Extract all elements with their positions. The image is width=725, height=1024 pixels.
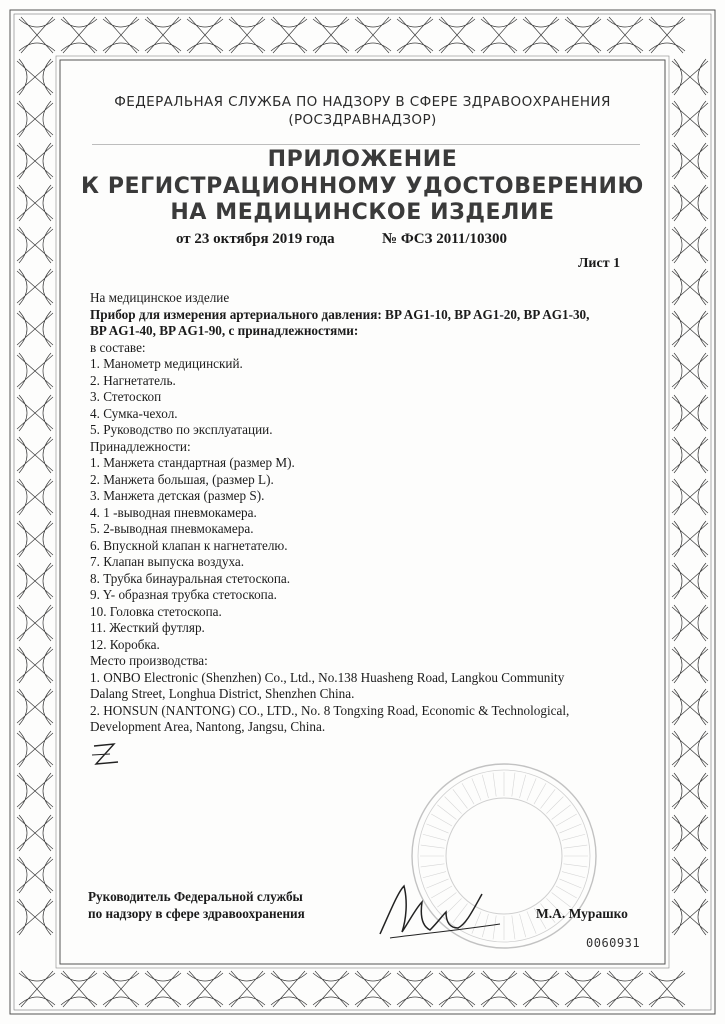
list-item: 1. Манометр медицинский.: [90, 356, 243, 371]
seal-ray: [559, 824, 581, 833]
frame-motif: [607, 17, 643, 53]
seal-ray: [520, 914, 526, 937]
frame-motif: [17, 311, 53, 347]
agency-name: ФЕДЕРАЛЬНАЯ СЛУЖБА ПО НАДЗОРУ В СФЕРЕ ЗДРАВООХРАНЕНИЯ: [114, 94, 611, 110]
frame-motif: [672, 731, 708, 767]
seal-ray: [552, 893, 571, 908]
frame-motif: [19, 971, 55, 1007]
frame-motif: [672, 437, 708, 473]
frame-motif: [17, 857, 53, 893]
frame-motif: [313, 971, 349, 1007]
frame-motif: [17, 899, 53, 935]
device-intro: На медицинское изделие: [90, 290, 230, 305]
frame-motif: [187, 17, 223, 53]
seal-ray: [437, 805, 456, 820]
frame-motif: [355, 971, 391, 1007]
frame-motif: [17, 395, 53, 431]
list-item: 3. Манжета детская (размер S).: [90, 488, 265, 503]
manufacturer-1-line2: Dalang Street, Longhua District, Shenzhen China.: [90, 686, 355, 701]
frame-motif: [17, 521, 53, 557]
seal-ray: [534, 783, 546, 804]
list-item: 4. 1 -выводная пневмокамера.: [90, 504, 257, 520]
document-body: [90, 290, 655, 736]
seal-ray: [482, 775, 488, 798]
seal-ray: [541, 789, 556, 808]
frame-motif: [672, 605, 708, 641]
list-item: 5. 2-выводная пневмокамера.: [90, 521, 254, 536]
frame-motif: [523, 971, 559, 1007]
list-item: 10. Головка стетоскопа.: [90, 603, 222, 619]
frame-motif: [17, 647, 53, 683]
seal-ray: [562, 872, 585, 878]
frame-motif: [439, 971, 475, 1007]
registration-date: от 23 октября 2019 года: [176, 231, 335, 247]
seal-ray: [426, 824, 448, 833]
frame-motif: [103, 971, 139, 1007]
frame-motif: [565, 971, 601, 1007]
signer-name: М.А. Мурашко: [536, 906, 628, 921]
list-item: 7. Клапан выпуска воздуха.: [90, 554, 245, 569]
seal-ray: [559, 879, 581, 888]
list-item: 6. Впускной клапан к нагнетателю.: [90, 537, 288, 553]
signer-title-line1: Руководитель Федеральной службы: [88, 889, 303, 904]
frame-motif: [672, 479, 708, 515]
seal-ray: [556, 814, 577, 826]
frame-motif: [17, 815, 53, 851]
seal-ray: [445, 797, 462, 814]
frame-motif: [481, 17, 517, 53]
seal-ray: [472, 778, 481, 800]
signer-title: [88, 888, 305, 922]
frame-motif: [17, 437, 53, 473]
seal-ray: [512, 915, 515, 939]
seal-ray: [552, 805, 571, 820]
seal-ray: [556, 886, 577, 898]
document-title-line1: ПРИЛОЖЕНИЕ: [267, 147, 458, 172]
frame-motif: [672, 395, 708, 431]
frame-motif: [145, 17, 181, 53]
frame-motif: [61, 17, 97, 53]
seal-ray: [562, 834, 585, 840]
list-item: 8. Трубка бинауральная стетоскопа.: [90, 570, 291, 586]
signer-title-line2: по надзору в сфере здравоохранения: [88, 906, 305, 921]
frame-motif: [439, 17, 475, 53]
list-item: 11. Жесткий футляр.: [90, 620, 205, 635]
frame-motif: [17, 227, 53, 263]
frame-motif: [607, 971, 643, 1007]
frame-motif: [672, 689, 708, 725]
document-title-line2: К РЕГИСТРАЦИОННОМУ УДОСТОВЕРЕНИЮ: [80, 174, 644, 199]
form-serial-number: 0060931: [586, 936, 641, 950]
seal-ray: [512, 773, 515, 797]
frame-motif: [481, 971, 517, 1007]
header-divider: [92, 144, 640, 145]
list-item: 9. Y- образная трубка стетоскопа.: [90, 587, 277, 602]
seal-ray: [431, 814, 452, 826]
list-item: 12. Коробка.: [90, 636, 160, 652]
frame-motif: [187, 971, 223, 1007]
composition-label: в составе:: [90, 339, 146, 355]
seal-ray: [493, 773, 496, 797]
seal-ray: [421, 845, 445, 848]
device-name-line1: Прибор для измерения артериального давления: BP AG1-10, BP AG1-20, BP AG1-30,: [90, 306, 590, 322]
seal-ray: [462, 783, 474, 804]
frame-motif: [565, 17, 601, 53]
frame-motif: [672, 815, 708, 851]
frame-motif: [271, 971, 307, 1007]
list-item: 2. Манжета большая, (размер L).: [90, 471, 274, 487]
frame-motif: [672, 857, 708, 893]
seal-ray: [546, 797, 563, 814]
seal-ray: [563, 864, 587, 867]
frame-motif: [672, 899, 708, 935]
registration-number: № ФСЗ 2011/10300: [382, 231, 508, 247]
frame-motif: [17, 269, 53, 305]
frame-motif: [17, 479, 53, 515]
seal-ray: [453, 789, 468, 808]
frame-motif: [672, 59, 708, 95]
frame-motif: [17, 773, 53, 809]
manufacturer-2-line1: 2. HONSUN (NANTONG) CO., LTD., No. 8 Tongxing Road, Economic & Technological,: [90, 702, 570, 718]
frame-motif: [17, 689, 53, 725]
frame-motif: [19, 17, 55, 53]
document-title-line3: НА МЕДИЦИНСКОЕ ИЗДЕЛИЕ: [170, 200, 555, 225]
frame-motif: [17, 353, 53, 389]
seal-ray: [421, 864, 445, 867]
frame-motif: [672, 647, 708, 683]
frame-motif: [61, 971, 97, 1007]
frame-motif: [649, 17, 685, 53]
frame-motif: [17, 605, 53, 641]
list-item: 3. Стетоскоп: [90, 389, 162, 404]
list-item: 2. Нагнетатель.: [90, 372, 176, 388]
frame-motif: [672, 311, 708, 347]
frame-motif: [103, 17, 139, 53]
seal-ray: [563, 845, 587, 848]
agency-abbreviation: (РОСЗДРАВНАДЗОР): [288, 112, 437, 128]
frame-motif: [672, 227, 708, 263]
handwritten-signature: [360, 872, 510, 952]
frame-motif: [523, 17, 559, 53]
frame-motif: [397, 17, 433, 53]
frame-motif: [672, 773, 708, 809]
frame-motif: [17, 563, 53, 599]
list-item: 1. Манжета стандартная (размер М).: [90, 455, 295, 470]
seal-ray: [527, 911, 536, 933]
sheet-number: Лист 1: [578, 256, 621, 271]
list-item: 5. Руководство по эксплуатации.: [90, 422, 273, 437]
frame-motif: [145, 971, 181, 1007]
manufacture-label: Место производства:: [90, 653, 208, 668]
closing-pen-mark-icon: [88, 738, 128, 772]
frame-motif: [397, 971, 433, 1007]
frame-motif: [649, 971, 685, 1007]
seal-ray: [520, 775, 526, 798]
accessories-label: Принадлежности:: [90, 438, 191, 454]
frame-motif: [672, 521, 708, 557]
frame-motif: [271, 17, 307, 53]
frame-motif: [672, 269, 708, 305]
manufacturer-1-line1: 1. ONBO Electronic (Shenzhen) Co., Ltd., No.138 Huasheng Road, Langkou Community: [90, 669, 565, 685]
list-item: 4. Сумка-чехол.: [90, 405, 178, 421]
frame-motif: [17, 731, 53, 767]
frame-motif: [229, 971, 265, 1007]
frame-motif: [355, 17, 391, 53]
frame-motif: [313, 17, 349, 53]
device-name-line2: BP AG1-40, BP AG1-90, с принадлежностями:: [90, 323, 359, 338]
frame-motif: [672, 563, 708, 599]
frame-motif: [229, 17, 265, 53]
frame-motif: [17, 59, 53, 95]
seal-ray: [423, 834, 446, 840]
frame-motif: [672, 353, 708, 389]
seal-ray: [527, 778, 536, 800]
manufacturer-2-line2: Development Area, Nantong, Jangsu, China.: [90, 719, 326, 734]
